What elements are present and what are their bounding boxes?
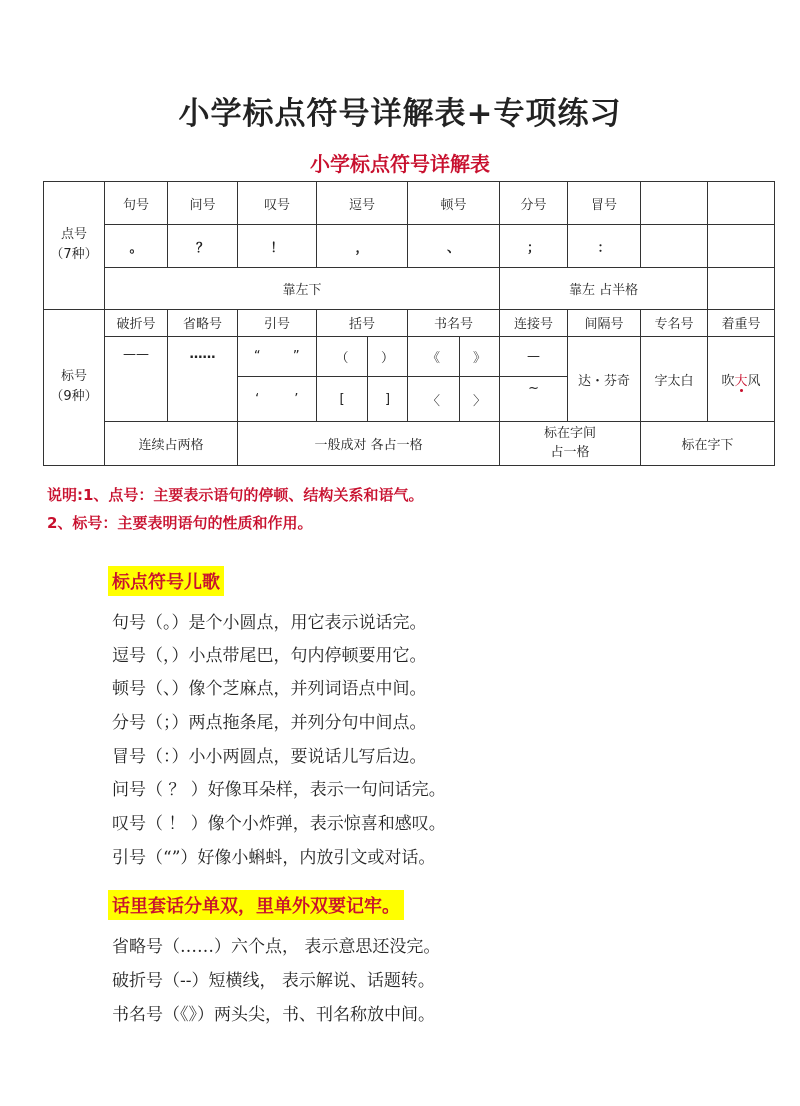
bracket-symbol: [	[317, 377, 368, 421]
emphasis-example	[708, 337, 775, 421]
dianhao-symbol: ！	[238, 225, 317, 268]
empty-cell	[641, 182, 708, 225]
quote-symbol: ’	[277, 377, 317, 421]
song-line: 破折号（--）短横线， 表示解说、话题转。	[112, 971, 435, 991]
song-line: 问号（ ？ ）好像耳朵样，表示一句问话完。	[112, 780, 446, 800]
biaohao-name: 着重号	[708, 309, 775, 337]
biaohao-name: 省略号	[168, 309, 238, 337]
connector-symbol: —	[500, 337, 568, 377]
book-title-symbol: 〉	[460, 377, 500, 421]
dianhao-name: 冒号	[568, 182, 641, 225]
emphasis-post: 风	[747, 373, 761, 389]
book-title-symbol: 》	[460, 337, 500, 377]
biaohao-name: 连接号	[500, 309, 568, 337]
song-line: 书名号（《》）两头尖，书、刊名称放中间。	[112, 1005, 435, 1025]
dianhao-name: 句号	[105, 182, 168, 225]
biaohao-position: 连续占两格	[105, 421, 238, 465]
emphasis-pre: 吹	[721, 373, 735, 389]
punctuation-table	[43, 181, 775, 466]
dianhao-symbol: ？	[168, 225, 238, 268]
song-line: 冒号（：）小小两圆点，要说话儿写后边。	[112, 747, 427, 767]
biaohao-label: 标号 （9种）	[44, 309, 105, 465]
song-title: 标点符号儿歌	[108, 566, 224, 596]
dianhao-position: 靠左 占半格	[500, 268, 708, 309]
connector-symbol: ~	[500, 377, 568, 421]
quote-symbol: ‘	[238, 377, 277, 421]
highlight-line: 话里套话分单双，里单外双要记牢。	[108, 890, 404, 920]
biaohao-position: 标在字下	[641, 421, 775, 465]
paren-symbol: ）	[368, 337, 408, 377]
dash-symbol: ——	[105, 337, 168, 421]
biaohao-name: 引号	[238, 309, 317, 337]
page-title: 小学标点符号详解表+专项练习	[178, 96, 622, 132]
song-line: 引号（“”）好像小蝌蚪，内放引文或对话。	[112, 848, 436, 868]
empty-cell	[708, 225, 775, 268]
book-title-symbol: 《	[408, 337, 460, 377]
dianhao-label: 点号 （7种）	[44, 182, 105, 310]
dianhao-name: 逗号	[317, 182, 408, 225]
song-line: 分号（；）两点拖条尾，并列分句中间点。	[112, 713, 427, 733]
proper-name-example: 字太白	[641, 337, 708, 421]
empty-cell	[641, 225, 708, 268]
song-line: 叹号（ ！ ）像个小炸弹，表示惊喜和感叹。	[112, 814, 446, 834]
quote-symbol: ”	[277, 337, 317, 377]
biaohao-name: 书名号	[408, 309, 500, 337]
dianhao-symbol: 。	[105, 225, 168, 268]
biaohao-name: 间隔号	[568, 309, 641, 337]
song-line: 句号（。）是个小圆点，用它表示说话完。	[112, 613, 427, 633]
paren-symbol: （	[317, 337, 368, 377]
note-line: 2、标号：主要表明语句的性质和作用。	[47, 514, 313, 532]
empty-cell	[708, 268, 775, 309]
song-line: 逗号（，）小点带尾巴，句内停顿要用它。	[112, 646, 427, 666]
biaohao-position: 标在字间 占一格	[500, 421, 641, 465]
quote-symbol: “	[238, 337, 277, 377]
interval-example: 达・芬奇	[568, 337, 641, 421]
book-title-symbol: 〈	[408, 377, 460, 421]
dianhao-name: 叹号	[238, 182, 317, 225]
note-line: 说明:1、点号：主要表示语句的停顿、结构关系和语气。	[47, 486, 424, 504]
dianhao-position: 靠左下	[105, 268, 500, 309]
song-line: 顿号（、）像个芝麻点，并列词语点中间。	[112, 679, 427, 699]
song-line: 省略号（……）六个点， 表示意思还没完。	[112, 937, 441, 957]
emphasis-char: 大	[734, 373, 748, 389]
ellipsis-symbol: ……	[168, 337, 238, 421]
bracket-symbol: ]	[368, 377, 408, 421]
biaohao-name: 破折号	[105, 309, 168, 337]
biaohao-name: 专名号	[641, 309, 708, 337]
dianhao-symbol: ，	[317, 225, 408, 268]
dianhao-symbol: ：	[568, 225, 641, 268]
biaohao-position: 一般成对 各占一格	[238, 421, 500, 465]
dianhao-symbol: 、	[408, 225, 500, 268]
biaohao-name: 括号	[317, 309, 408, 337]
empty-cell	[708, 182, 775, 225]
dianhao-name: 分号	[500, 182, 568, 225]
dianhao-symbol: ；	[500, 225, 568, 268]
table-title: 小学标点符号详解表	[310, 152, 490, 176]
dianhao-name: 问号	[168, 182, 238, 225]
dianhao-name: 顿号	[408, 182, 500, 225]
